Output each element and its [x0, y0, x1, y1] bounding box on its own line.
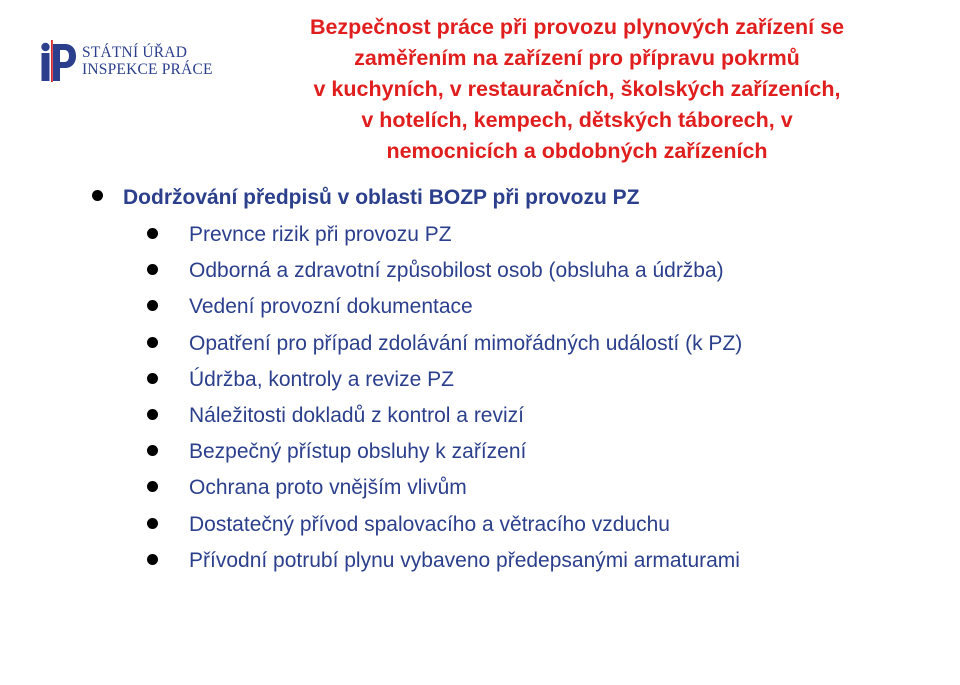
list-item	[147, 327, 947, 363]
bullet-icon	[147, 518, 158, 529]
list-item-text: Dostatečný přívod spalovacího a větracího vzduchu	[189, 512, 670, 536]
main-bullet-text: Dodržování předpisů v oblasti BOZP při provozu PZ	[123, 186, 640, 209]
title-line: nemocnicích a obdobných zařízeních	[386, 139, 768, 163]
list-item	[147, 254, 947, 290]
logo-text	[82, 44, 213, 78]
bullet-icon	[147, 409, 158, 420]
list-item	[147, 399, 947, 435]
bullet-icon	[147, 481, 158, 492]
bullet-icon	[147, 228, 158, 239]
list-item	[147, 363, 947, 399]
logo-ip-mark-icon	[38, 40, 78, 82]
bullet-icon	[92, 190, 103, 201]
bullet-icon	[147, 554, 158, 565]
list-item-text: Vedení provozní dokumentace	[189, 295, 473, 319]
bullet-icon	[147, 445, 158, 456]
list-item-text: Opatření pro případ zdolávání mimořádných událostí (k PZ)	[189, 331, 743, 355]
list-item-text: Přívodní potrubí plynu vybaveno předepsanými armaturami	[189, 548, 740, 572]
bullet-icon	[147, 373, 158, 384]
list-item	[147, 508, 947, 544]
list-item	[147, 290, 947, 326]
list-item	[147, 435, 947, 471]
slide-title	[232, 12, 922, 167]
main-bullet-item	[92, 183, 942, 213]
bullet-icon	[147, 264, 158, 275]
list-item-text: Bezpečný přístup obsluhy k zařízení	[189, 440, 527, 464]
list-item-text: Prevnce rizik při provozu PZ	[189, 223, 452, 246]
bullet-icon	[147, 300, 158, 311]
bullet-icon	[147, 337, 158, 348]
title-line: zaměřením na zařízení pro přípravu pokrmů	[354, 46, 800, 70]
logo-line-2: INSPEKCE PRÁCE	[82, 61, 213, 78]
list-item	[147, 544, 947, 580]
institution-logo	[38, 40, 218, 82]
list-item-text: Odborná a zdravotní způsobilost osob (obsluha a údržba)	[189, 259, 724, 283]
list-item	[147, 218, 947, 254]
title-line: v kuchyních, v restauračních, školských zařízeních,	[313, 77, 841, 101]
list-item-text: Náležitosti dokladů z kontrol a revizí	[189, 403, 524, 427]
logo-line-1: STÁTNÍ ÚŘAD	[82, 44, 188, 61]
list-item-text: Ochrana proto vnějším vlivům	[189, 476, 467, 500]
title-line: Bezpečnost práce při provozu plynových zařízení se	[309, 15, 845, 39]
list-item	[147, 471, 947, 507]
list-item-text: Údržba, kontroly a revize PZ	[189, 367, 454, 391]
sub-bullet-list	[147, 218, 947, 580]
title-line: v hotelích, kempech, dětských táborech, v	[361, 108, 793, 132]
